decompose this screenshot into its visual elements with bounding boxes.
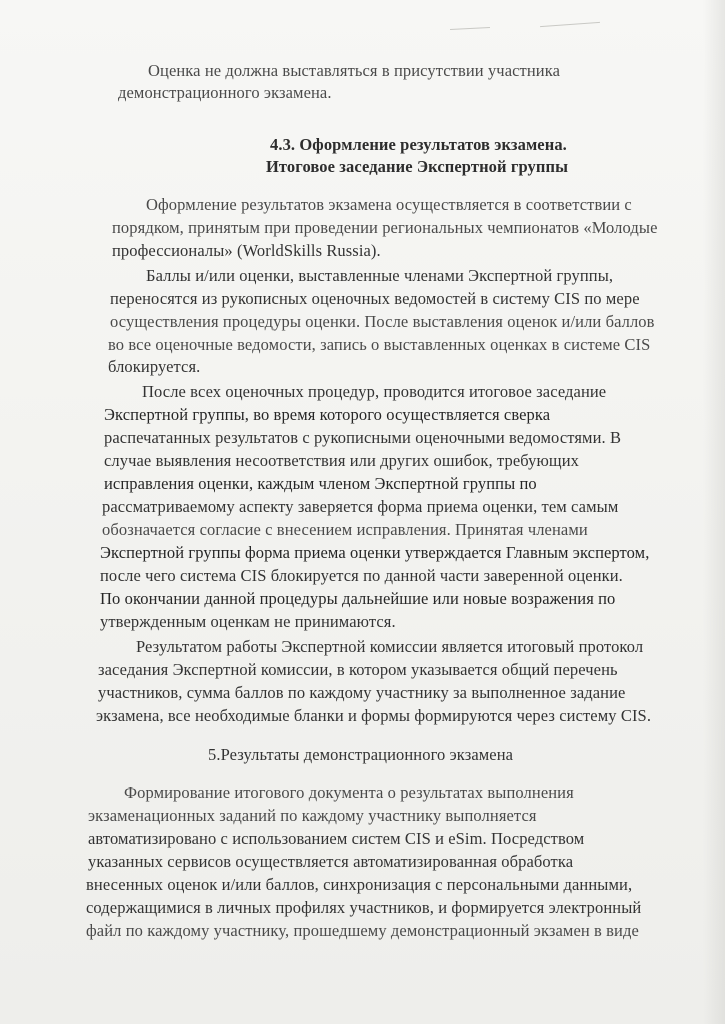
text-line: Формирование итогового документа о результатах выполнения [124, 783, 574, 802]
text-line: Оценка не должна выставляться в присутствии участника [148, 61, 560, 80]
text-line: блокируется. [108, 357, 201, 376]
text-line: демонстрационного экзамена. [118, 83, 332, 102]
text-line: случае выявления несоответствия или других ошибок, требующих [104, 451, 580, 470]
text-line: экзаменационных заданий по каждому участнику выполняется [88, 806, 537, 825]
text-line: во все оценочные ведомости, запись о выставленных оценках в системе CIS [108, 335, 651, 354]
text-line: участников, сумма баллов по каждому участнику за выполненное задание [98, 683, 626, 702]
text-line: файл по каждому участнику, прошедшему демонстрационный экзамен в виде [86, 921, 639, 940]
text-line: осуществления процедуры оценки. После выставления оценок и/или баллов [110, 312, 655, 331]
text-line: исправления оценки, каждым членом Экспертной группы по [104, 474, 537, 493]
text-line: Результатом работы Экспертной комиссии является итоговый протокол [136, 637, 644, 656]
text-line: содержащимися в личных профилях участников, и формируется электронный [86, 898, 642, 917]
text-line: Экспертной группы, во время которого осуществляется сверка [104, 405, 551, 424]
scan-artifact-line [540, 22, 600, 27]
text-line: внесенных оценок и/или баллов, синхронизация с персональными данными, [86, 875, 633, 894]
text-line: экзамена, все необходимые бланки и формы формируются через систему CIS. [96, 706, 652, 725]
text-line: Баллы и/или оценки, выставленные членами Экспертной группы, [146, 266, 614, 285]
text-line: Экспертной группы форма приема оценки утверждается Главным экспертом, [100, 543, 650, 562]
text-line: автоматизировано с использованием систем CIS и eSim. Посредством [88, 829, 585, 848]
text-line: обозначается согласие с внесением исправления. Принятая членами [102, 520, 588, 539]
text-line: По окончании данной процедуры дальнейшие или новые возражения по [100, 589, 616, 608]
text-line: переносятся из рукописных оценочных ведомостей в систему CIS по мере [110, 289, 640, 308]
text-line: профессионалы» (WorldSkills Russia). [112, 241, 381, 260]
section-heading: Итоговое заседание Экспертной группы [266, 157, 569, 176]
text-line: порядком, принятым при проведении региональных чемпионатов «Молодые [112, 218, 658, 237]
text-line: После всех оценочных процедур, проводится итоговое заседание [142, 382, 607, 401]
text-line: рассматриваемому аспекту заверяется форма приема оценки, тем самым [102, 497, 619, 516]
text-line: Оформление результатов экзамена осуществляется в соответствии с [146, 195, 632, 214]
text-line: утвержденным оценкам не принимаются. [100, 612, 396, 631]
text-line: распечатанных результатов с рукописными оценочными ведомостями. В [104, 428, 622, 447]
section-heading: 5.Результаты демонстрационного экзамена [208, 745, 514, 764]
section-heading: 4.3. Оформление результатов экзамена. [270, 135, 567, 154]
text-line: указанных сервисов осуществляется автоматизированная обработка [88, 852, 574, 871]
text-line: после чего система CIS блокируется по данной части заверенной оценки. [100, 566, 623, 585]
scan-artifact-line [450, 27, 490, 30]
text-line: заседания Экспертной комиссии, в котором указывается общий перечень [98, 660, 618, 679]
